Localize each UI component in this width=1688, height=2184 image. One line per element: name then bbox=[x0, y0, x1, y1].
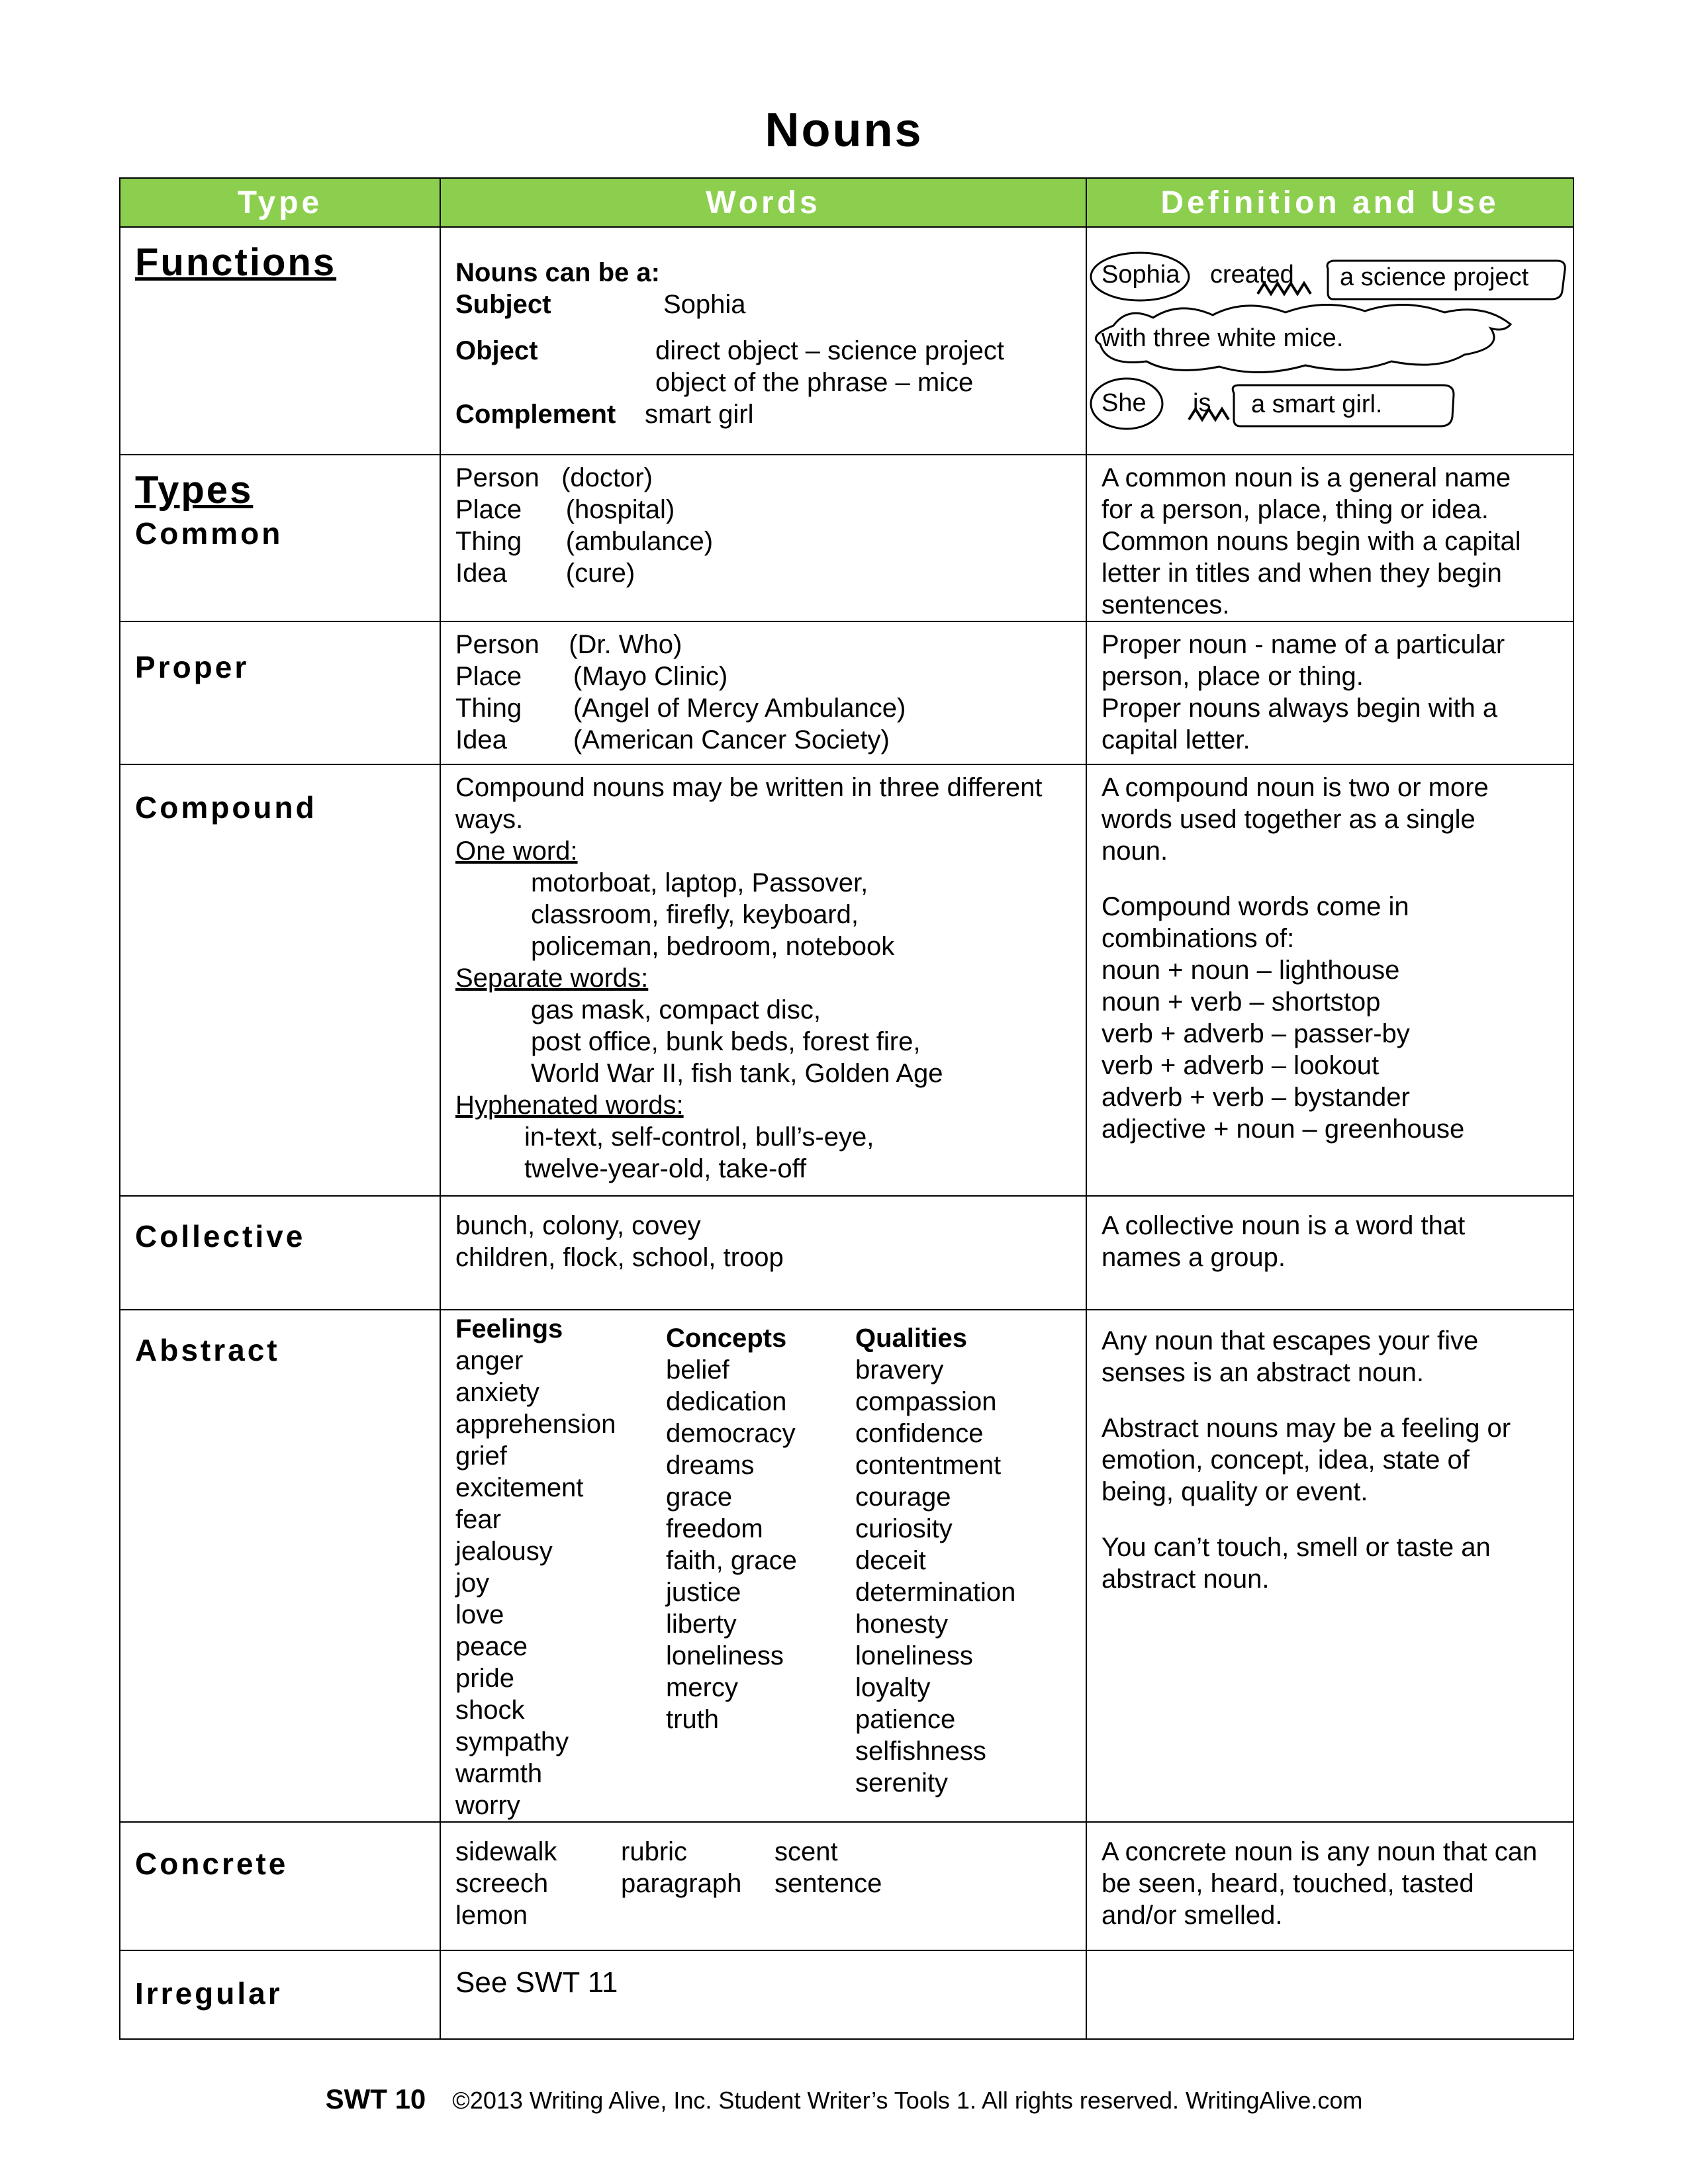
list-item: jealousy bbox=[455, 1537, 553, 1566]
list-item: fear bbox=[455, 1505, 501, 1534]
definition-line: senses is an abstract noun. bbox=[1102, 1358, 1424, 1387]
definition-line: Any noun that escapes your five bbox=[1102, 1326, 1479, 1355]
list-item: faith, grace bbox=[666, 1546, 797, 1575]
list-item: pride bbox=[455, 1664, 514, 1693]
object-label: Object bbox=[455, 336, 538, 365]
definition-cell bbox=[1086, 1950, 1573, 2039]
list-item: apprehension bbox=[455, 1410, 616, 1439]
list-item: joy bbox=[455, 1569, 490, 1598]
footer bbox=[0, 2083, 1688, 2115]
list-item: classroom, firefly, keyboard, bbox=[531, 900, 859, 929]
feelings-column bbox=[455, 1313, 666, 1821]
qualities-label: Qualities bbox=[855, 1324, 967, 1353]
list-item: peace bbox=[455, 1632, 528, 1661]
type-cell bbox=[120, 1822, 440, 1950]
words-cell bbox=[440, 1950, 1086, 2039]
list-item: worry bbox=[455, 1791, 520, 1820]
list-item: Person (doctor) bbox=[455, 463, 653, 492]
complement-line bbox=[455, 398, 1072, 430]
type-cell bbox=[120, 455, 440, 621]
object-value-2: object of the phrase – mice bbox=[655, 368, 974, 397]
functions-intro: Nouns can be a: bbox=[455, 258, 660, 287]
definition-cell bbox=[1086, 621, 1573, 764]
one-word-label: One word: bbox=[455, 837, 578, 866]
list-item: policeman, bedroom, notebook bbox=[531, 932, 895, 961]
list-item: excitement bbox=[455, 1473, 584, 1502]
definition-line: Proper nouns always begin with a bbox=[1102, 694, 1498, 723]
list-item: courage bbox=[855, 1482, 951, 1512]
row-common bbox=[120, 455, 1573, 621]
definition-line: letter in titles and when they begin bbox=[1102, 559, 1502, 588]
definition-line: emotion, concept, idea, state of bbox=[1102, 1445, 1470, 1475]
list-item: love bbox=[455, 1600, 504, 1629]
list-item: Idea (American Cancer Society) bbox=[455, 725, 890, 754]
list-item: freedom bbox=[666, 1514, 763, 1543]
list-item: grace bbox=[666, 1482, 733, 1512]
definition-line: A collective noun is a word that bbox=[1102, 1211, 1466, 1240]
words-cell bbox=[440, 1310, 1086, 1822]
list-item: Idea (cure) bbox=[455, 559, 635, 588]
list-item: Thing (ambulance) bbox=[455, 527, 714, 556]
words-cell bbox=[440, 227, 1086, 455]
type-cell bbox=[120, 1950, 440, 2039]
list-item: loneliness bbox=[666, 1641, 784, 1670]
type-collective: Collective bbox=[135, 1219, 306, 1253]
type-concrete: Concrete bbox=[135, 1846, 289, 1881]
row-collective bbox=[120, 1196, 1573, 1310]
definition-line: and/or smelled. bbox=[1102, 1901, 1283, 1930]
object-value bbox=[655, 335, 1004, 398]
list-item: screech bbox=[455, 1869, 549, 1898]
type-common: Common bbox=[135, 516, 283, 551]
abstract-columns bbox=[455, 1313, 1072, 1821]
concrete-col-3 bbox=[774, 1836, 882, 1931]
object-value-1: direct object – science project bbox=[655, 336, 1004, 365]
definition-line: words used together as a single bbox=[1102, 805, 1476, 834]
words-cell bbox=[440, 621, 1086, 764]
definition-line: capital letter. bbox=[1102, 725, 1250, 754]
diagram-word-phrase: with three white mice. bbox=[1102, 324, 1344, 352]
definition-line: You can’t touch, smell or taste an bbox=[1102, 1533, 1491, 1562]
qualities-column bbox=[855, 1313, 1015, 1821]
type-cell bbox=[120, 764, 440, 1196]
separate-words-label: Separate words: bbox=[455, 964, 649, 993]
list-item: loyalty bbox=[855, 1673, 931, 1702]
definition-line: sentences. bbox=[1102, 590, 1230, 619]
list-item: paragraph bbox=[621, 1869, 742, 1898]
list-item: truth bbox=[666, 1705, 720, 1734]
definition-line: adjective + noun – greenhouse bbox=[1102, 1115, 1465, 1144]
list-item: Person (Dr. Who) bbox=[455, 630, 682, 659]
list-item: determination bbox=[855, 1578, 1016, 1607]
header-words: Words bbox=[440, 178, 1086, 227]
type-proper: Proper bbox=[135, 650, 250, 684]
type-functions: Functions bbox=[135, 241, 337, 284]
definition-cell bbox=[1086, 1196, 1573, 1310]
concrete-col-1 bbox=[455, 1836, 621, 1931]
list-item: Place (hospital) bbox=[455, 495, 675, 524]
definition-cell bbox=[1086, 227, 1573, 455]
row-functions bbox=[120, 227, 1573, 455]
list-item: shock bbox=[455, 1696, 525, 1725]
type-cell bbox=[120, 227, 440, 455]
diagram-word-is: is bbox=[1193, 389, 1211, 417]
list-item: Place (Mayo Clinic) bbox=[455, 662, 728, 691]
definition-line: noun + verb – shortstop bbox=[1102, 987, 1381, 1017]
words-cell bbox=[440, 1822, 1086, 1950]
definition-line: person, place or thing. bbox=[1102, 662, 1364, 691]
row-concrete bbox=[120, 1822, 1573, 1950]
list-item: liberty bbox=[666, 1610, 737, 1639]
list-item: anxiety bbox=[455, 1378, 539, 1407]
compound-intro: ways. bbox=[455, 805, 524, 834]
type-irregular: Irregular bbox=[135, 1976, 283, 2011]
definition-line: noun. bbox=[1102, 837, 1168, 866]
feelings-label: Feelings bbox=[455, 1314, 563, 1343]
type-cell bbox=[120, 1196, 440, 1310]
list-item: democracy bbox=[666, 1419, 796, 1448]
definition-line: A compound noun is two or more bbox=[1102, 773, 1489, 802]
list-item: deceit bbox=[855, 1546, 926, 1575]
definition-line: verb + adverb – passer-by bbox=[1102, 1019, 1410, 1048]
list-item: bravery bbox=[855, 1355, 944, 1385]
sentence-diagram bbox=[1087, 228, 1573, 439]
definition-line: Compound words come in bbox=[1102, 892, 1409, 921]
list-item: selfishness bbox=[855, 1737, 986, 1766]
definition-cell bbox=[1086, 1310, 1573, 1822]
concepts-label: Concepts bbox=[666, 1324, 787, 1353]
list-item: serenity bbox=[855, 1768, 949, 1797]
subject-line bbox=[455, 289, 1072, 320]
list-item: in-text, self-control, bull’s-eye, bbox=[524, 1122, 874, 1152]
page-title: Nouns bbox=[765, 104, 923, 157]
footer-copyright: ©2013 Writing Alive, Inc. Student Writer’s Tools 1. All rights reserved. WritingAlive.com bbox=[452, 2087, 1363, 2114]
definition-line: A concrete noun is any noun that can bbox=[1102, 1837, 1538, 1866]
type-types: Types bbox=[135, 469, 254, 512]
words-cell bbox=[440, 764, 1086, 1196]
definition-line: adverb + verb – bystander bbox=[1102, 1083, 1410, 1112]
row-compound bbox=[120, 764, 1573, 1196]
object-line bbox=[455, 335, 1072, 398]
words-cell bbox=[440, 455, 1086, 621]
diagram-word-verb: created bbox=[1210, 261, 1294, 289]
type-cell bbox=[120, 621, 440, 764]
type-compound: Compound bbox=[135, 790, 317, 825]
subject-label: Subject bbox=[455, 290, 551, 319]
header-row bbox=[120, 178, 1573, 227]
definition-line: Proper noun - name of a particular bbox=[1102, 630, 1505, 659]
list-item: children, flock, school, troop bbox=[455, 1243, 784, 1272]
list-item: rubric bbox=[621, 1837, 688, 1866]
concrete-col-2 bbox=[621, 1836, 774, 1931]
list-item: contentment bbox=[855, 1451, 1002, 1480]
diagram-word-object: a science project bbox=[1340, 263, 1529, 291]
list-item: belief bbox=[666, 1355, 729, 1385]
definition-line: noun + noun – lighthouse bbox=[1102, 956, 1400, 985]
list-item: scent bbox=[774, 1837, 838, 1866]
list-item: sentence bbox=[774, 1869, 882, 1898]
hyphenated-label: Hyphenated words: bbox=[455, 1091, 684, 1120]
list-item: grief bbox=[455, 1441, 507, 1471]
list-item: Thing (Angel of Mercy Ambulance) bbox=[455, 694, 906, 723]
definition-line: Abstract nouns may be a feeling or bbox=[1102, 1414, 1511, 1443]
definition-line: Common nouns begin with a capital bbox=[1102, 527, 1521, 556]
header-definition: Definition and Use bbox=[1086, 178, 1573, 227]
list-item: confidence bbox=[855, 1419, 984, 1448]
definition-line: names a group. bbox=[1102, 1243, 1286, 1272]
list-item: justice bbox=[666, 1578, 741, 1607]
list-item: honesty bbox=[855, 1610, 949, 1639]
diagram-word-subject: Sophia bbox=[1102, 261, 1180, 289]
definition-cell bbox=[1086, 1822, 1573, 1950]
list-item: sympathy bbox=[455, 1727, 569, 1756]
concrete-columns bbox=[455, 1836, 1072, 1931]
words-cell bbox=[440, 1196, 1086, 1310]
list-item: gas mask, compact disc, bbox=[531, 995, 821, 1024]
list-item: bunch, colony, covey bbox=[455, 1211, 701, 1240]
type-abstract: Abstract bbox=[135, 1333, 280, 1367]
definition-cell bbox=[1086, 764, 1573, 1196]
compound-intro: Compound nouns may be written in three different bbox=[455, 773, 1043, 802]
type-cell bbox=[120, 1310, 440, 1822]
diagram-word-complement: a smart girl. bbox=[1251, 390, 1383, 418]
header-type: Type bbox=[120, 178, 440, 227]
concepts-column bbox=[666, 1313, 855, 1821]
definition-line: abstract noun. bbox=[1102, 1565, 1270, 1594]
list-item: dedication bbox=[666, 1387, 787, 1416]
diagram-word-she: She bbox=[1102, 389, 1147, 417]
list-item: dreams bbox=[666, 1451, 755, 1480]
list-item: motorboat, laptop, Passover, bbox=[531, 868, 868, 897]
row-irregular bbox=[120, 1950, 1573, 2039]
complement-label: Complement bbox=[455, 400, 616, 429]
list-item: compassion bbox=[855, 1387, 997, 1416]
list-item: post office, bunk beds, forest fire, bbox=[531, 1027, 921, 1056]
row-proper bbox=[120, 621, 1573, 764]
irregular-reference: See SWT 11 bbox=[455, 1966, 618, 1999]
definition-line: for a person, place, thing or idea. bbox=[1102, 495, 1489, 524]
list-item: sidewalk bbox=[455, 1837, 557, 1866]
list-item: twelve-year-old, take-off bbox=[524, 1154, 807, 1183]
definition-line: be seen, heard, touched, tasted bbox=[1102, 1869, 1474, 1898]
definition-cell bbox=[1086, 455, 1573, 621]
list-item: anger bbox=[455, 1346, 524, 1375]
definition-line: being, quality or event. bbox=[1102, 1477, 1368, 1506]
list-item: patience bbox=[855, 1705, 956, 1734]
list-item: mercy bbox=[666, 1673, 738, 1702]
definition-line: verb + adverb – lookout bbox=[1102, 1051, 1380, 1080]
footer-code: SWT 10 bbox=[325, 2083, 426, 2115]
subject-value: Sophia bbox=[663, 290, 746, 319]
definition-line: A common noun is a general name bbox=[1102, 463, 1511, 492]
complement-value: smart girl bbox=[645, 400, 754, 429]
list-item: loneliness bbox=[855, 1641, 973, 1670]
nouns-table bbox=[119, 177, 1574, 2040]
list-item: World War II, fish tank, Golden Age bbox=[531, 1059, 943, 1088]
list-item: warmth bbox=[455, 1759, 543, 1788]
list-item: lemon bbox=[455, 1901, 528, 1930]
row-abstract bbox=[120, 1310, 1573, 1822]
list-item: curiosity bbox=[855, 1514, 953, 1543]
definition-line: combinations of: bbox=[1102, 924, 1295, 953]
